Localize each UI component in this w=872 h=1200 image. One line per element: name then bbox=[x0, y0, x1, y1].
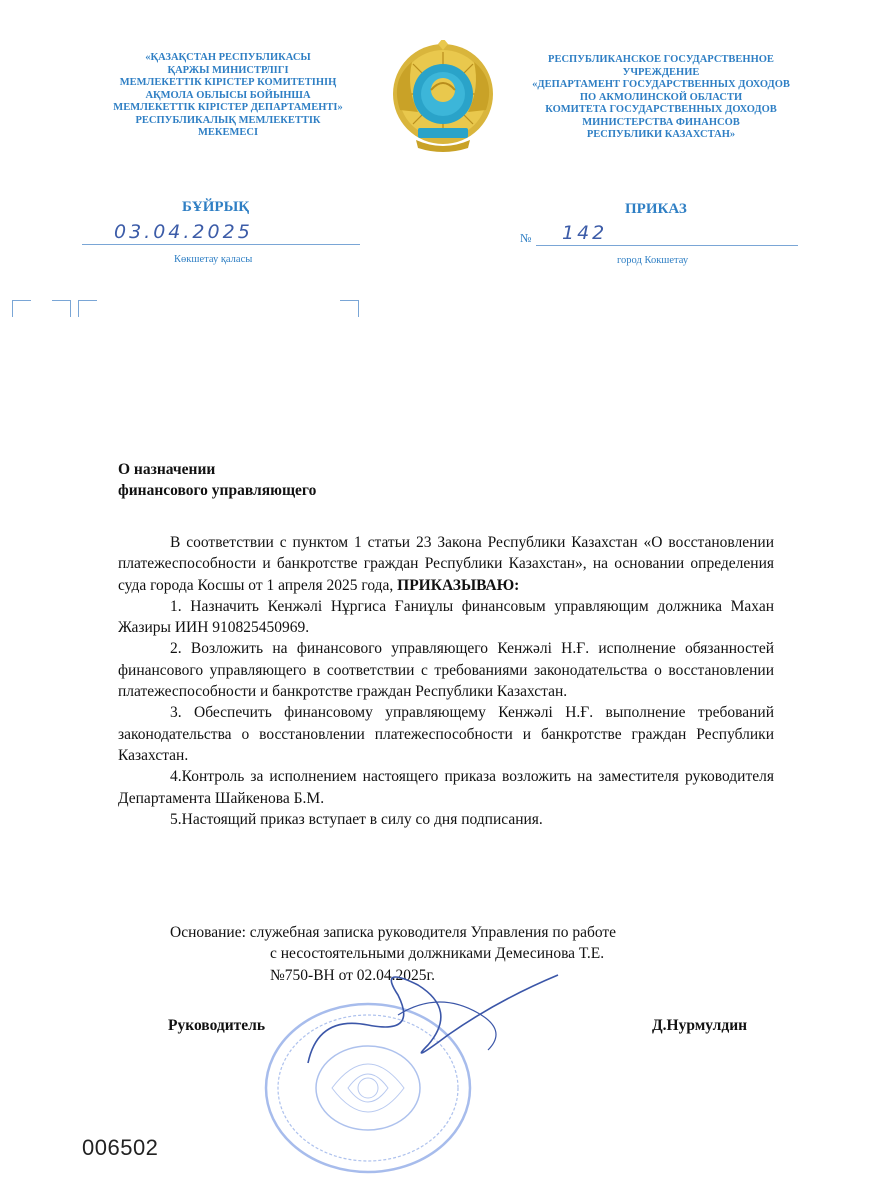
header-org-ru-line: МИНИСТЕРСТВА ФИНАНСОВ bbox=[582, 116, 740, 128]
basis-line: с несостоятельными должниками Демесинова Т.Е. bbox=[270, 945, 605, 963]
city-kz: Көкшетау қаласы bbox=[174, 254, 253, 265]
order-title-kz: БҰЙРЫҚ bbox=[182, 199, 250, 215]
header-org-kz-line: МЕМЛЕКЕТТІК КІРІСТЕР ДЕПАРТАМЕНТІ» bbox=[113, 102, 343, 113]
order-body bbox=[118, 532, 774, 830]
order-subject bbox=[118, 459, 316, 501]
body-paragraph: 3. Обеспечить финансовому управляющему Кенжәлі Н.Ғ. выполнение требований законодательства о восстановлении платежеспособности и банкротстве граждан Республики Казахстан. bbox=[118, 704, 774, 764]
corner-mark bbox=[78, 300, 97, 317]
header-org-kz bbox=[92, 52, 364, 140]
header-org-ru-line: РЕСПУБЛИКИ КАЗАХСТАН» bbox=[586, 129, 736, 140]
header-org-ru-line: ПО АКМОЛИНСКОЙ ОБЛАСТИ bbox=[579, 91, 743, 103]
order-title-ru: ПРИКАЗ bbox=[625, 201, 687, 217]
order-keyword: ПРИКАЗЫВАЮ: bbox=[397, 576, 520, 594]
order-date: 03.04.2025 bbox=[114, 221, 253, 243]
corner-mark bbox=[12, 300, 31, 317]
header-org-kz-line: РЕСПУБЛИКАЛЫҚ МЕМЛЕКЕТТІК bbox=[135, 114, 321, 126]
header-org-ru-line: КОМИТЕТА ГОСУДАРСТВЕННЫХ ДОХОДОВ bbox=[545, 104, 777, 115]
header-org-kz-line: «ҚАЗАҚСТАН РЕСПУБЛИКАСЫ bbox=[145, 52, 311, 63]
header-org-ru-line: УЧРЕЖДЕНИЕ bbox=[622, 66, 700, 78]
body-paragraph: 2. Возложить на финансового управляющего Кенжәлі Н.Ғ. исполнение обязанностей финансового управляющего в соответствии с требованиями законодательства о восстановлении платежеспособности и банкротстве граждан Республики Казахстан. bbox=[118, 640, 774, 701]
header-org-kz-line: МЕМЛЕКЕТТІК КІРІСТЕР КОМИТЕТІНІҢ bbox=[119, 77, 337, 88]
header-org-ru-line: «ДЕПАРТАМЕНТ ГОСУДАРСТВЕННЫХ ДОХОДОВ bbox=[532, 79, 790, 90]
header-org-kz-line: МЕКЕМЕСІ bbox=[197, 127, 259, 138]
preamble-text: В соответствии с пунктом 1 статьи 23 Закона Республики Казахстан «О восстановлении платежеспособности и банкротстве граждан Республики Казахстан», на основании определения суда города Косшы от 1 апреля 2025 года, bbox=[118, 534, 774, 594]
body-paragraph bbox=[118, 532, 774, 596]
body-paragraph: 1. Назначить Кенжәлі Нұргиса Ғаниұлы финансовым управляющим должника Махан Жазиры ИИН 910825450969. bbox=[118, 597, 774, 637]
subject-line: О назначении bbox=[118, 461, 216, 478]
document-number: 006502 bbox=[82, 1135, 159, 1160]
signatory-role: Руководитель bbox=[168, 1017, 266, 1034]
subject-line: финансового управляющего bbox=[118, 482, 317, 499]
body-paragraph: 4.Контроль за исполнением настоящего приказа возложить на заместителя руководителя Департамента Шайкенова Б.М. bbox=[118, 768, 774, 807]
state-emblem bbox=[388, 40, 498, 154]
handwritten-signature bbox=[278, 955, 568, 1075]
signature-icon bbox=[278, 955, 568, 1075]
basis-line: №750-ВН от 02.04.2025г. bbox=[270, 966, 436, 984]
corner-mark bbox=[340, 300, 359, 317]
header-org-ru-line: РЕСПУБЛИКАНСКОЕ ГОСУДАРСТВЕННОЕ bbox=[548, 54, 774, 65]
signatory-name: Д.Нурмулдин bbox=[652, 1017, 748, 1034]
order-number: 142 bbox=[562, 222, 608, 244]
city-ru: город Кокшетау bbox=[617, 255, 689, 266]
header-org-ru bbox=[520, 54, 802, 142]
body-paragraph: 5.Настоящий приказ вступает в силу со дня подписания. bbox=[170, 810, 543, 828]
state-emblem-icon bbox=[388, 40, 498, 154]
header-org-kz-line: ҚАРЖЫ МИНИСТРЛІГІ bbox=[167, 64, 289, 76]
header-org-kz-line: АҚМОЛА ОБЛЫСЫ БОЙЫНША bbox=[145, 89, 311, 101]
basis-line: Основание: служебная записка руководителя Управления по работе bbox=[170, 924, 617, 941]
date-underline bbox=[82, 244, 360, 245]
corner-mark bbox=[52, 300, 71, 317]
number-underline bbox=[536, 245, 798, 246]
number-prefix: № bbox=[520, 231, 532, 245]
